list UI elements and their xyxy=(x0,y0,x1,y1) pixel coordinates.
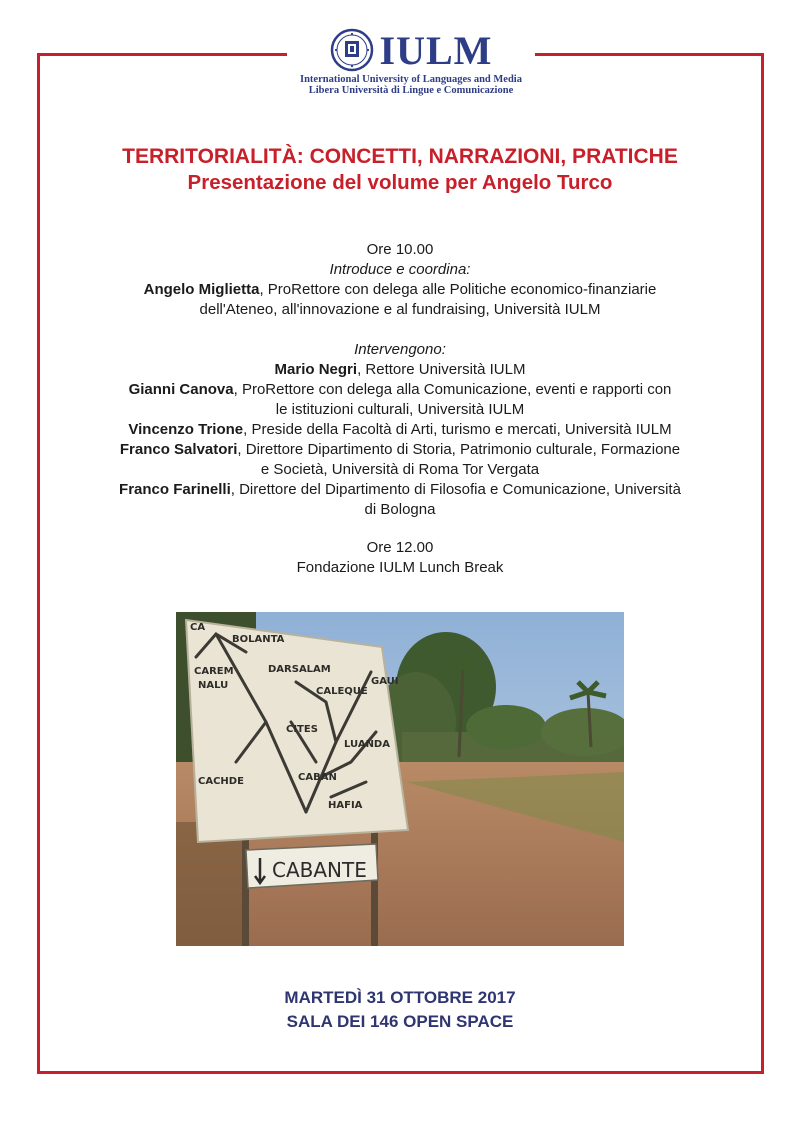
event-date: MARTEDÌ 31 OTTOBRE 2017 xyxy=(284,988,516,1007)
speaker-role: , ProRettore con delega alle Politiche economico-finanziarie xyxy=(259,281,657,298)
sign-word: CA xyxy=(190,622,206,633)
sign-word: NALU xyxy=(198,680,229,691)
speaker-name: Franco Salvatori xyxy=(119,441,238,458)
speaker-role-cont: di Bologna xyxy=(364,501,436,518)
speaker-name: Franco Farinelli xyxy=(119,481,231,498)
sign-word: GAUI xyxy=(371,676,399,687)
session-time: Ore 10.00 xyxy=(366,241,434,258)
intro-heading: Introduce e coordina: xyxy=(329,261,471,278)
speaker-role: , Direttore Dipartimento di Storia, Patrimonio culturale, Formazione xyxy=(237,441,681,458)
speaker-line xyxy=(75,420,725,440)
sign-word: DARSALAM xyxy=(268,664,331,675)
speaker-name: Gianni Canova xyxy=(128,381,234,398)
speaker-role: , Preside della Facoltà di Arti, turismo e mercati, Università IULM xyxy=(243,421,672,438)
speaker-role: , ProRettore con delega alla Comunicazione, eventi e rapporti con xyxy=(233,381,672,398)
sign-word: CACHDE xyxy=(198,776,244,787)
sign-word: CITES xyxy=(286,724,318,735)
logo-wordmark: IULM xyxy=(379,27,493,73)
speaker-line xyxy=(75,480,725,500)
signpost-photo xyxy=(176,612,624,946)
session-opening xyxy=(75,240,725,320)
sign-word: CAREM xyxy=(194,666,234,677)
sign-word: CABAN xyxy=(298,772,337,783)
session-text: Fondazione IULM Lunch Break xyxy=(296,559,504,576)
speaker-line xyxy=(75,360,725,380)
speaker-name: Vincenzo Trione xyxy=(128,421,244,438)
sign-label: CABANTE xyxy=(272,858,367,882)
speaker-line xyxy=(75,280,725,300)
event-subtitle: Presentazione del volume per Angelo Turco xyxy=(187,171,613,194)
event-title: TERRITORIALITÀ: CONCETTI, NARRAZIONI, PRATICHE xyxy=(122,145,678,168)
iulm-logo xyxy=(287,24,535,104)
sign-word: LUANDA xyxy=(344,739,390,750)
speaker-name: Mario Negri xyxy=(274,361,358,378)
speakers-list xyxy=(75,340,725,520)
session-lunch xyxy=(75,538,725,578)
sign-word: BOLANTA xyxy=(232,634,285,645)
session-time: Ore 12.00 xyxy=(366,539,434,556)
logo-subtitle-it: Libera Università di Lingue e Comunicazione xyxy=(308,85,514,96)
speaker-role: , Direttore del Dipartimento di Filosofia e Comunicazione, Università xyxy=(230,481,681,498)
speakers-heading: Intervengono: xyxy=(354,341,446,358)
speaker-role-cont: le istituzioni culturali, Università IULM xyxy=(275,401,525,418)
speaker-role: , Rettore Università IULM xyxy=(357,361,526,378)
event-venue: SALA DEI 146 OPEN SPACE xyxy=(286,1012,514,1031)
speaker-role-cont: e Società, Università di Roma Tor Vergata xyxy=(260,461,540,478)
speaker-role-cont: dell'Ateneo, all'innovazione e al fundraising, Università IULM xyxy=(199,301,601,318)
speaker-line xyxy=(75,440,725,460)
logo-subtitle-en: International University of Languages and Media xyxy=(300,74,522,85)
university-seal-icon xyxy=(330,28,374,72)
sign-word: CALEQUE xyxy=(316,686,368,697)
sign-word: HAFIA xyxy=(328,800,363,811)
speaker-line xyxy=(75,380,725,400)
speaker-name: Angelo Miglietta xyxy=(143,281,260,298)
